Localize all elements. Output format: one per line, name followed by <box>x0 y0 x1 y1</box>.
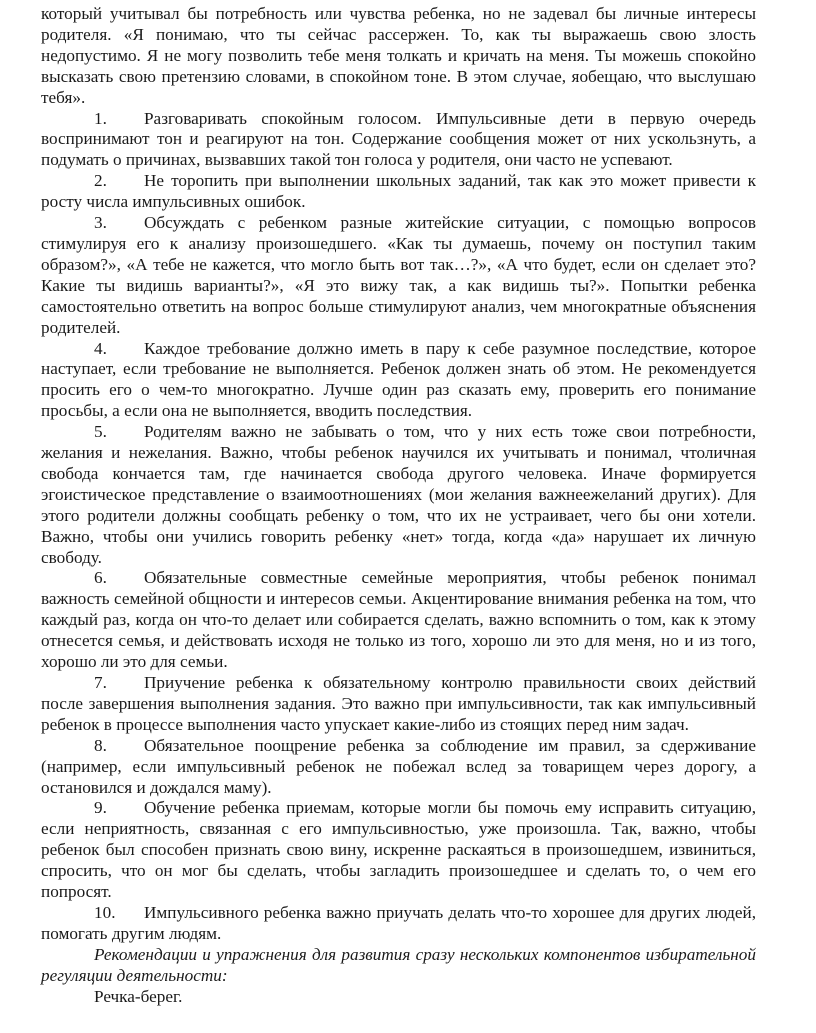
list-item-text: Не торопить при выполнении школьных заданий, так как это может привести к росту числа импульсивных ошибок. <box>41 171 756 212</box>
list-item <box>41 171 756 213</box>
list-item-text: Приучение ребенка к обязательному контролю правильности своих действий после завершения выполнения задания. Это важно при импульсивности, так как импульсивный ребенок в процессе выполнения часто упускает какие-либо из стоящих перед ним задач. <box>41 673 756 734</box>
list-item-number: 8. <box>94 735 107 755</box>
list-item-text: Разговаривать спокойным голосом. Импульсивные дети в первую очередь воспринимают тон и реагируют на тон. Содержание сообщения может от них ускользнуть, а подумать о причинах, вызвавших такой тон голоса у родителя, они часто не успевают. <box>41 108 756 170</box>
list-item <box>41 903 756 945</box>
list-item-number: 3. <box>94 213 107 233</box>
list-item-number: 6. <box>94 568 107 588</box>
intro-paragraph: который учитывал бы потребность или чувства ребенка, но не задевал бы личные интересы родителя. «Я понимаю, что ты сейчас рассержен. То, как ты выражаешь свою злость недопустимо. Я не могу позволить тебе меня толкать и кричать на меня. Ты можешь спокойно высказать свою претензию словами, в спокойном тоне. В этом случае, яобещаю, что выслушаю тебя». <box>41 4 756 107</box>
list-item-text: Обучение ребенка приемам, которые могли бы помочь ему исправить ситуацию, если неприятность, связанная с его импульсивностью, уже произошла. Так, важно, чтобы ребенок был способен признать свою вину, искренне раскаяться в произошедшем, извиниться, спросить, что он мог бы сделать, чтобы загладить произошедшее и сделать то, о чем его попросят. <box>41 798 756 902</box>
recommendations-heading: Рекомендации и упражнения для развития сразу нескольких компонентов избирательной регуляции деятельности: <box>41 944 756 985</box>
list-item <box>41 736 756 799</box>
list-item-text: Родителям важно не забывать о том, что у них есть тоже свои потребности, желания и нежелания. Важно, чтобы ребенок научился их учитывать и понимал, чтоличная свобода кончается там, где начинается свобода другого человека. Иначе формируется эгоистическое представление о взаимоотношениях (мои желания важнеежеланий других). Для этого родители должны сообщать ребенку о том, что их не устраивает, чего бы они хотели. Важно, чтобы они учились говорить ребенку «нет» тогда, когда «да» нарушает их личную свободу. <box>41 422 756 567</box>
list-item-number: 5. <box>94 422 107 442</box>
list-item-number: 2. <box>94 171 107 191</box>
list-item-text: Каждое требование должно иметь в пару к себе разумное последствие, которое наступает, если требование не выполняется. Ребенок должен знать об этом. Не рекомендуется просить его о чем-то многократно. Лучше один раз сказать ему, проверить его понимание просьбы, а если она не выполняется, вводить последствия. <box>41 338 756 421</box>
list-item <box>41 213 756 338</box>
list-item-text: Обязательные совместные семейные мероприятия, чтобы ребенок понимал важность семейной общности и интересов семьи. Акцентирование внимания ребенка на том, что каждый раз, когда он что-то делает или собирается сделать, важно вспомнить о том, как к этому отнесется семья, и действовать исходя не только из того, хорошо ли это для меня, но и из того, хорошо ли это для семьи. <box>41 568 756 672</box>
list-item <box>41 673 756 736</box>
list-item-text: Обсуждать с ребенком разные житейские ситуации, с помощью вопросов стимулируя его к анализу произошедшего. «Как ты думаешь, почему он поступил таким образом?», «А тебе не кажется, что могло быть вот так…?», «А что будет, если он сделает это? Какие ты видишь варианты?», «Я это вижу так, а как видишь ты?». Попытки ребенка самостоятельно ответить на вопрос больше стимулируют анализ, чем многократные объяснения родителей. <box>41 213 756 337</box>
list-item <box>41 798 756 903</box>
list-item <box>41 422 756 568</box>
list-item-number: 1. <box>94 108 107 128</box>
list-item-number: 7. <box>94 673 107 692</box>
list-item-number: 4. <box>94 338 107 358</box>
list-item-text: Обязательное поощрение ребенка за соблюдение им правил, за сдерживание (например, если импульсивный ребенок не побежал вслед за товарищем через дорогу, а остановился и дождался маму). <box>41 735 756 797</box>
exercise-title: Речка-берег. <box>94 986 183 1006</box>
list-item <box>41 109 756 172</box>
list-item-number: 9. <box>94 798 107 818</box>
list-item <box>41 339 756 423</box>
list-item <box>41 568 756 673</box>
list-item-text: Импульсивного ребенка важно приучать делать что-то хорошее для других людей, помогать другим людям. <box>41 902 756 943</box>
list-item-number: 10. <box>94 902 116 922</box>
